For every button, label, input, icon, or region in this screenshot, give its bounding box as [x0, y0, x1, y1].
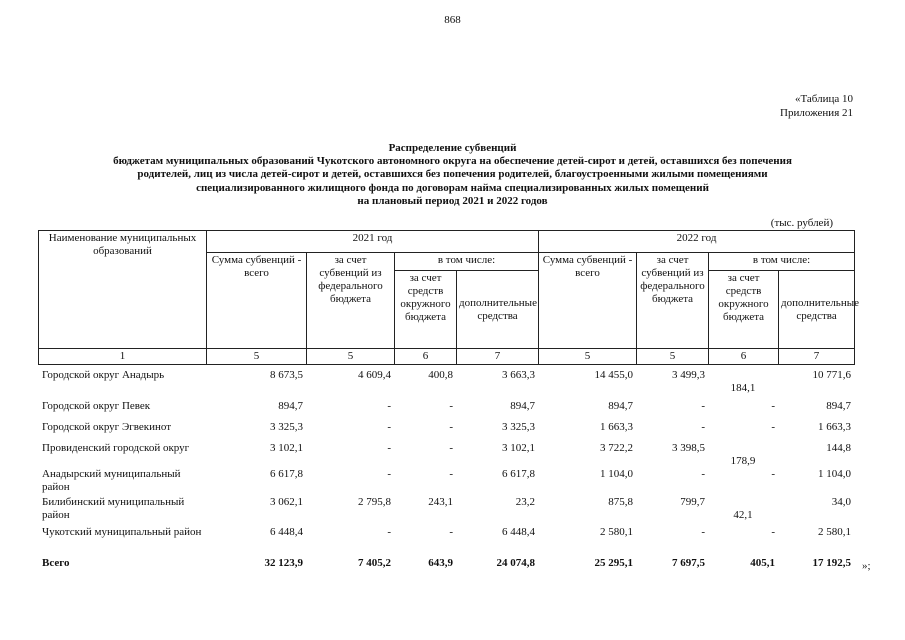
- header-including-2022: в том числе:: [709, 253, 855, 271]
- row-value: -: [387, 468, 391, 480]
- row-value: -: [449, 421, 453, 433]
- row-value-text: 42,1: [733, 509, 753, 521]
- row-name: Чукотский муниципальный район: [42, 526, 202, 538]
- total-value: 7 697,5: [672, 557, 705, 569]
- row-value: 799,7: [680, 496, 705, 508]
- row-value: 2 795,8: [358, 496, 391, 508]
- row-value: -: [701, 468, 705, 480]
- header-year-2022: 2022 год: [539, 231, 855, 253]
- row-name: Провиденский городской округ: [42, 442, 190, 454]
- row-value: 243,1: [428, 496, 453, 508]
- total-label: Всего: [42, 557, 70, 569]
- row-value: 10 771,6: [812, 369, 851, 381]
- row-value: 1 663,3: [818, 421, 851, 433]
- title-line: Распределение субвенций: [388, 142, 517, 154]
- row-name: Городской округ Анадырь: [42, 369, 165, 381]
- header-name: Наименование муниципальных образований: [39, 231, 207, 349]
- row-value: -: [387, 421, 391, 433]
- row-value: -: [701, 400, 705, 412]
- row-value: 144,8: [826, 442, 851, 454]
- total-value: 405,1: [750, 557, 775, 569]
- row-value-text: 184,1: [730, 382, 756, 394]
- header-federal-2022: за счет субвенций из федерального бюджета: [637, 253, 709, 349]
- col-number: 1: [39, 349, 207, 365]
- row-value: 1 104,0: [600, 468, 633, 480]
- row-value: -: [701, 526, 705, 538]
- header-additional-2021: дополнительные средства: [457, 271, 539, 349]
- reference-line: Приложения 21: [780, 107, 853, 119]
- row-value: 3 325,3: [502, 421, 535, 433]
- row-value: 1 663,3: [600, 421, 633, 433]
- row-value: 4 609,4: [358, 369, 391, 381]
- total-row: [38, 557, 854, 573]
- col-number: 5: [307, 349, 395, 365]
- col-number: 7: [779, 349, 855, 365]
- row-value: 34,0: [831, 496, 851, 508]
- row-value: 3 102,1: [502, 442, 535, 454]
- row-value: 3 398,5: [672, 442, 705, 454]
- row-value: 23,2: [515, 496, 535, 508]
- table-row: [38, 369, 854, 400]
- total-value: 25 295,1: [594, 557, 633, 569]
- row-value: -: [387, 526, 391, 538]
- document-title: [30, 142, 875, 208]
- row-value: 3 102,1: [270, 442, 303, 454]
- row-value: 400,8: [428, 369, 453, 381]
- row-name: Городской округ Эгвекинот: [42, 421, 172, 433]
- row-value: 1 104,0: [818, 468, 851, 480]
- total-value: 32 123,9: [264, 557, 303, 569]
- total-value: 643,9: [428, 557, 453, 569]
- title-line: специализированного жилищного фонда по договорам найма специализированных жилых помещений: [196, 181, 709, 194]
- title-line: родителей, лиц из числа детей-сирот и детей, оставшихся без попечения родителей, благоустроенными жилыми помещениями: [137, 168, 768, 181]
- closing-mark: »;: [862, 560, 871, 572]
- row-value: 6 448,4: [270, 526, 303, 538]
- row-value: 3 722,2: [600, 442, 633, 454]
- col-number: 6: [709, 349, 779, 365]
- title-line: на плановый период 2021 и 2022 годов: [357, 194, 548, 207]
- header-total-2021: Сумма субвенций - всего: [207, 253, 307, 349]
- row-value: -: [701, 421, 705, 433]
- row-value: 3 499,3: [672, 369, 705, 381]
- table-row: [38, 496, 854, 526]
- row-name: Анадырский муниципальный район: [42, 468, 181, 493]
- table-row: [38, 400, 854, 421]
- row-value: 875,8: [608, 496, 633, 508]
- row-value: -: [771, 421, 775, 433]
- row-name: Городской округ Певек: [42, 400, 151, 412]
- col-number: 6: [395, 349, 457, 365]
- row-value: -: [449, 442, 453, 454]
- row-value: 6 448,4: [502, 526, 535, 538]
- row-value: [708, 442, 778, 468]
- row-name: Билибинский муниципальный район: [42, 496, 185, 521]
- row-value: [708, 496, 778, 526]
- row-value: 3 062,1: [270, 496, 303, 508]
- header-federal-2021: за счет субвенций из федерального бюджета: [307, 253, 395, 349]
- row-value: -: [771, 400, 775, 412]
- title-line: бюджетам муниципальных образований Чукотского автономного округа на обеспечение детей-сирот и детей, оставшихся без попечения: [113, 155, 792, 168]
- total-value: 7 405,2: [358, 557, 391, 569]
- row-value-text: 178,9: [730, 455, 756, 467]
- row-value: -: [449, 526, 453, 538]
- row-value: 6 617,8: [270, 468, 303, 480]
- row-value: -: [771, 468, 775, 480]
- col-number: 7: [457, 349, 539, 365]
- table-body: [38, 369, 854, 573]
- header-total-2022: Сумма субвенций - всего: [539, 253, 637, 349]
- header-including-2021: в том числе:: [395, 253, 539, 271]
- header-district-2021: за счет средств окружного бюджета: [395, 271, 457, 349]
- row-value: 8 673,5: [270, 369, 303, 381]
- table-header: [38, 230, 859, 365]
- col-number: 5: [539, 349, 637, 365]
- row-value: 894,7: [510, 400, 535, 412]
- total-value: 17 192,5: [812, 557, 851, 569]
- table-reference: [780, 92, 853, 120]
- row-value: 14 455,0: [594, 369, 633, 381]
- table-row: [38, 421, 854, 442]
- table-row: [38, 526, 854, 557]
- row-value: -: [449, 400, 453, 412]
- row-value: 6 617,8: [502, 468, 535, 480]
- row-value: 2 580,1: [600, 526, 633, 538]
- row-value: 3 663,3: [502, 369, 535, 381]
- col-number: 5: [207, 349, 307, 365]
- row-value: 3 325,3: [270, 421, 303, 433]
- header-year-2021: 2021 год: [207, 231, 539, 253]
- page-number: 868: [444, 14, 461, 26]
- row-value: -: [449, 468, 453, 480]
- row-value: [708, 369, 778, 400]
- table-row: [38, 468, 854, 496]
- reference-line: «Таблица 10: [794, 93, 853, 105]
- row-value: -: [771, 526, 775, 538]
- total-value: 24 074,8: [496, 557, 535, 569]
- row-value: 2 580,1: [818, 526, 851, 538]
- row-value: 894,7: [608, 400, 633, 412]
- header-district-2022: за счет средств окружного бюджета: [709, 271, 779, 349]
- row-value: -: [387, 442, 391, 454]
- row-value: 894,7: [826, 400, 851, 412]
- header-additional-2022: дополнительные средства: [779, 271, 855, 349]
- col-number: 5: [637, 349, 709, 365]
- units-label: (тыс. рублей): [770, 217, 833, 229]
- row-value: 894,7: [278, 400, 303, 412]
- row-value: -: [387, 400, 391, 412]
- table-row: [38, 442, 854, 468]
